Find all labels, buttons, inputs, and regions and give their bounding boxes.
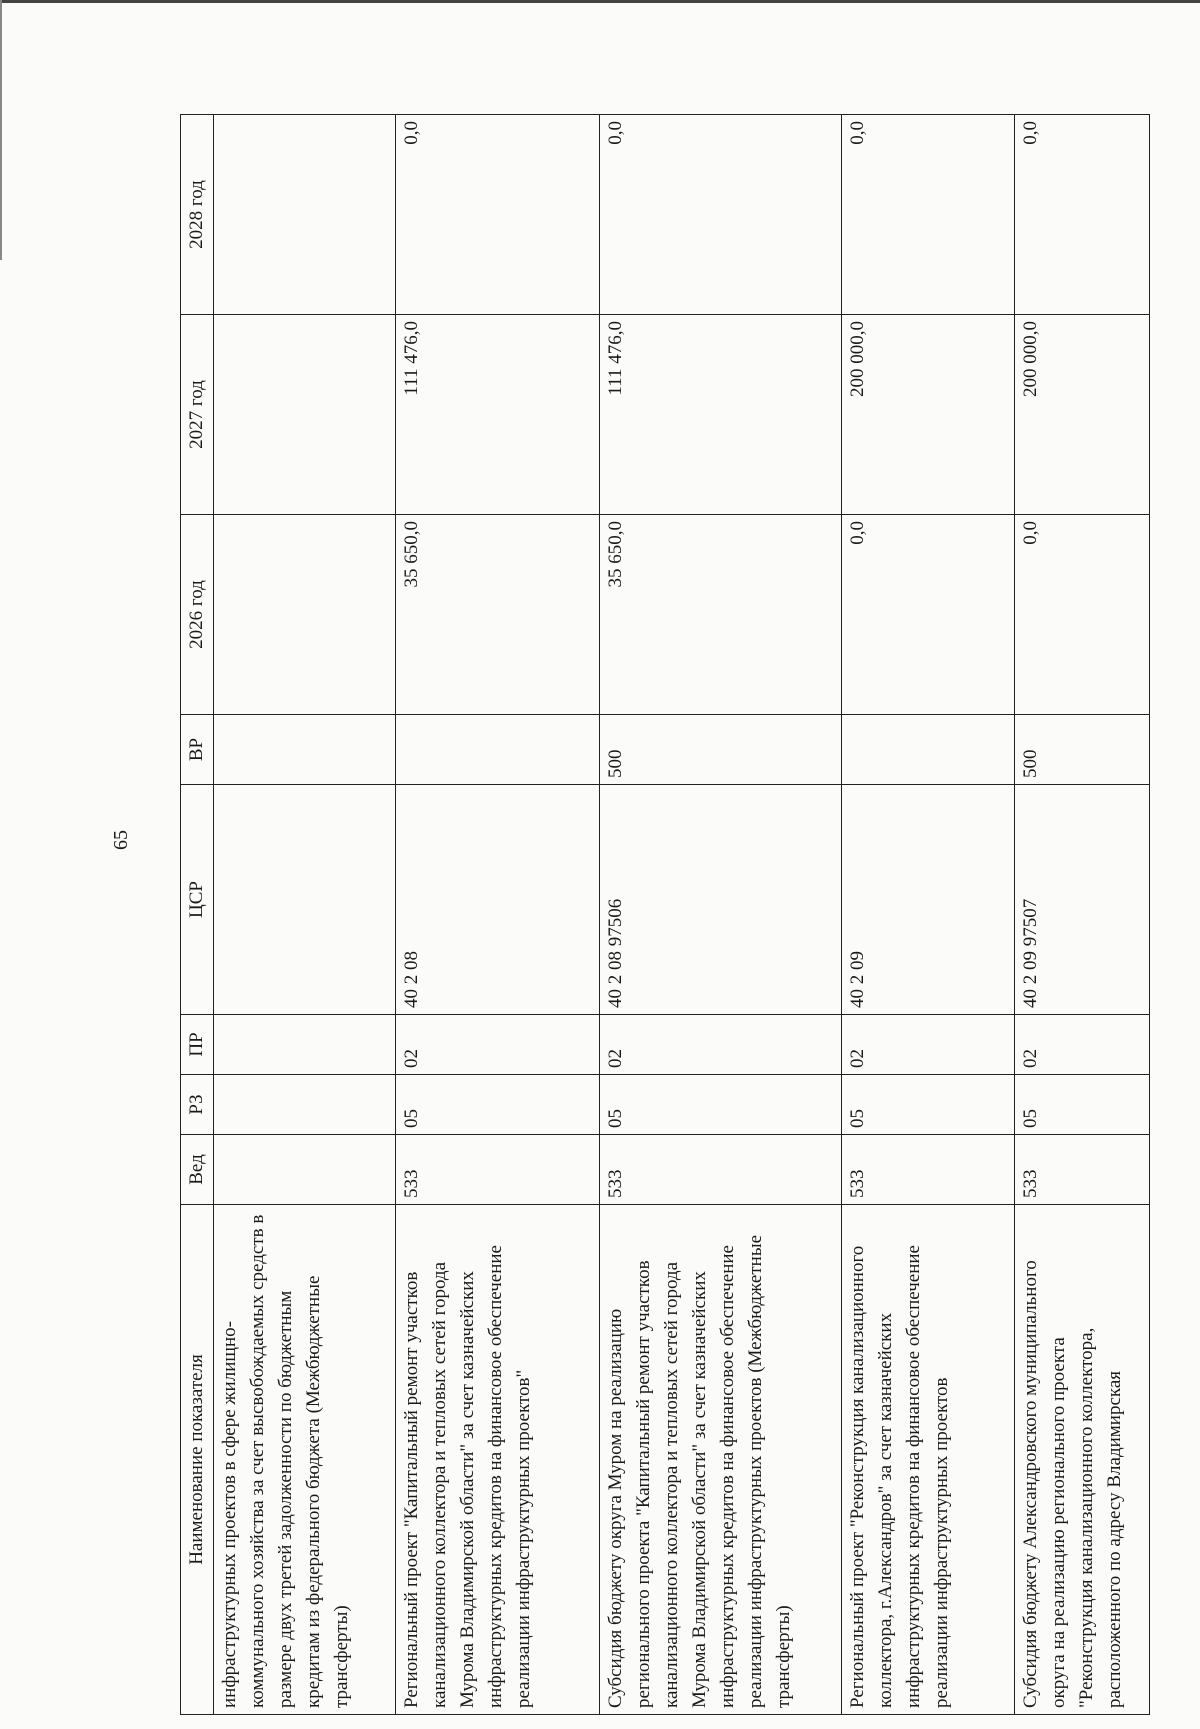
- header-name: Наименование показателя: [181, 1205, 214, 1715]
- cell-ved: [214, 1135, 396, 1205]
- cell-rz: 05: [395, 1075, 599, 1135]
- scan-left-edge: [0, 0, 2, 260]
- cell-2027: 200 000,0: [1015, 315, 1150, 515]
- cell-csr: 40 2 09: [841, 785, 1015, 1015]
- header-vr: ВР: [181, 715, 214, 785]
- header-rz: РЗ: [181, 1075, 214, 1135]
- table-row: [395, 115, 599, 1715]
- cell-pr: 02: [395, 1015, 599, 1075]
- budget-table: [180, 114, 1150, 1715]
- cell-rz: [214, 1075, 396, 1135]
- table-row: [1015, 115, 1150, 1715]
- cell-name: Региональный проект "Капитальный ремонт участков канализационного коллектора и тепловых сетей города Мурома Владимирской области" за счет казначейских инфраструктурных кредитов на финансовое обеспечение реализации инфраструктурных проектов": [395, 1205, 599, 1715]
- cell-pr: [214, 1015, 396, 1075]
- cell-vr: [395, 715, 599, 785]
- cell-pr: 02: [600, 1015, 841, 1075]
- table-header-row: [181, 115, 214, 1715]
- page-number: 65: [110, 830, 132, 850]
- cell-2028: [214, 115, 396, 315]
- cell-2028: 0,0: [395, 115, 599, 315]
- cell-rz: 05: [841, 1075, 1015, 1135]
- cell-2028: 0,0: [841, 115, 1015, 315]
- cell-2026: 0,0: [841, 515, 1015, 715]
- cell-rz: 05: [1015, 1075, 1150, 1135]
- cell-2027: [214, 315, 396, 515]
- scan-top-edge: [0, 0, 1200, 3]
- cell-pr: 02: [841, 1015, 1015, 1075]
- cell-2028: 0,0: [600, 115, 841, 315]
- cell-rz: 05: [600, 1075, 841, 1135]
- header-2026: 2026 год: [181, 515, 214, 715]
- cell-pr: 02: [1015, 1015, 1150, 1075]
- cell-2027: 200 000,0: [841, 315, 1015, 515]
- cell-2026: 35 650,0: [395, 515, 599, 715]
- header-2028: 2028 год: [181, 115, 214, 315]
- header-pr: ПР: [181, 1015, 214, 1075]
- cell-name: Субсидия бюджету Александровского муниципального округа на реализацию регионального проекта "Реконструкция канализационного коллектора, расположенного по адресу Владимирская: [1015, 1205, 1150, 1715]
- cell-csr: [214, 785, 396, 1015]
- budget-table-sheet: [180, 115, 1150, 1715]
- cell-2028: 0,0: [1015, 115, 1150, 315]
- cell-name: инфраструктурных проектов в сфере жилищно-коммунального хозяйства за счет высвобождаемых средств в размере двух третей задолженности по бюджетным кредитам из федерального бюджета (Межбюджетные трансферты): [214, 1205, 396, 1715]
- table-row: [841, 115, 1015, 1715]
- table-row: [600, 115, 841, 1715]
- cell-vr: [214, 715, 396, 785]
- cell-name: Субсидия бюджету округа Муром на реализацию регионального проекта "Капитальный ремонт участков канализационного коллектора и тепловых сетей города Мурома Владимирской области" за счет казначейских инфраструктурных кредитов на финансовое обеспечение реализации инфраструктурных проектов (Межбюджетные трансферты): [600, 1205, 841, 1715]
- cell-csr: 40 2 08: [395, 785, 599, 1015]
- table-row: [214, 115, 396, 1715]
- header-ved: Вед: [181, 1135, 214, 1205]
- cell-ved: 533: [600, 1135, 841, 1205]
- cell-2027: 111 476,0: [395, 315, 599, 515]
- cell-vr: 500: [1015, 715, 1150, 785]
- header-2027: 2027 год: [181, 315, 214, 515]
- cell-csr: 40 2 09 97507: [1015, 785, 1150, 1015]
- cell-vr: 500: [600, 715, 841, 785]
- cell-ved: 533: [395, 1135, 599, 1205]
- cell-2027: 111 476,0: [600, 315, 841, 515]
- cell-ved: 533: [841, 1135, 1015, 1205]
- header-csr: ЦСР: [181, 785, 214, 1015]
- cell-ved: 533: [1015, 1135, 1150, 1205]
- cell-2026: [214, 515, 396, 715]
- cell-vr: [841, 715, 1015, 785]
- cell-2026: 0,0: [1015, 515, 1150, 715]
- cell-csr: 40 2 08 97506: [600, 785, 841, 1015]
- cell-name: Региональный проект "Реконструкция канализационного коллектора, г.Александров" за счет казначейских инфраструктурных кредитов на финансовое обеспечение реализации инфраструктурных проектов: [841, 1205, 1015, 1715]
- cell-2026: 35 650,0: [600, 515, 841, 715]
